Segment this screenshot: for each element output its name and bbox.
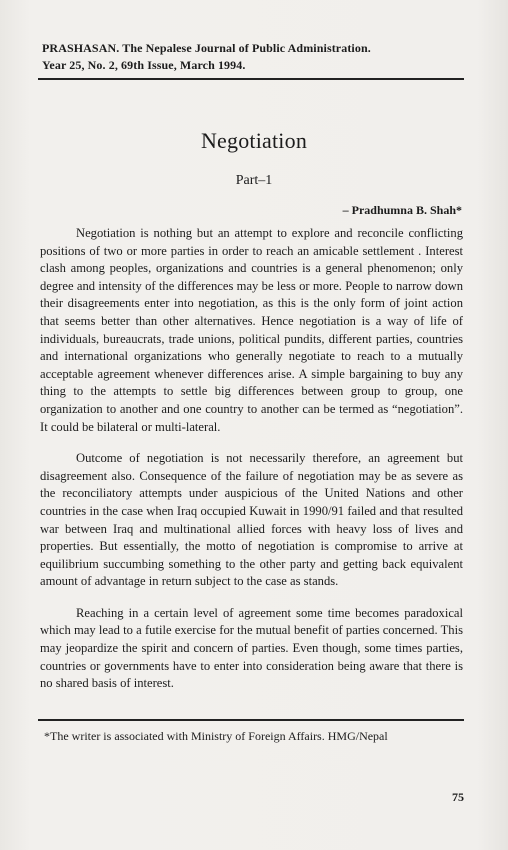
article-author: – Pradhumna B. Shah* — [342, 203, 462, 217]
journal-header — [42, 40, 462, 74]
journal-title-line: PRASHASAN. The Nepalese Journal of Public Administration. — [42, 41, 371, 55]
article-title: Negotiation — [200, 128, 308, 153]
header-divider — [38, 78, 464, 80]
body-paragraph: Negotiation is nothing but an attempt to explore and reconcile conflicting positions of two or more parties in order to reach an amicable settlement . Interest clash among peoples, organizations and countries is a general phenomenon; only degree and intensity of the differences may be less or more. People to narrow down their disagreements enter into negotiation, as this is the only form of joint action that seems better than other alternatives. Hence negotiation is a way of life of individuals, bureaucrats, trade unions, political pundits, different parties, countries and international organizations who generally negotiate to reach to a mutually acceptable agreement whenever differences arise. A simple bargaining to buy any thing to the attempts to settle big differences between group to group, one organization to another and one country to another can be termed as “negotiation”. It could be bilateral or multi-lateral. — [40, 226, 463, 434]
journal-issue-line: Year 25, No. 2, 69th Issue, March 1994. — [42, 58, 246, 72]
body-paragraph: Reaching in a certain level of agreement some time becomes paradoxical which may lead to a futile exercise for the mutual benefit of parties concerned. This may jeopardize the spirit and concern of parties. Even though, some times parties, countries or governments have to enter into consideration being aware that there is no shared basis of interest. — [40, 605, 463, 691]
author-footnote: *The writer is associated with Ministry of Foreign Affairs. HMG/Nepal — [44, 729, 388, 743]
body-paragraph: Outcome of negotiation is not necessarily therefore, an agreement but disagreement also. Consequence of the failure of negotiation may be as severe as the reconciliatory attempts under auspicious of the United Nations and other countries in the case when Iraq occupied Kuwait in 1990/91 failed and that resulted war between Iraq and multinational allied forces with heavy loss of lives and properties. But essentially, the motto of negotiation is compromise to arrive at equilibrium succumbing something to the other party and getting back equivalent amount of advantage in return subject to the case as stands. — [40, 451, 463, 589]
article-body — [40, 225, 463, 707]
footnote-divider — [38, 719, 464, 721]
page-number: 75 — [452, 790, 464, 804]
article-part: Part–1 — [235, 173, 273, 188]
